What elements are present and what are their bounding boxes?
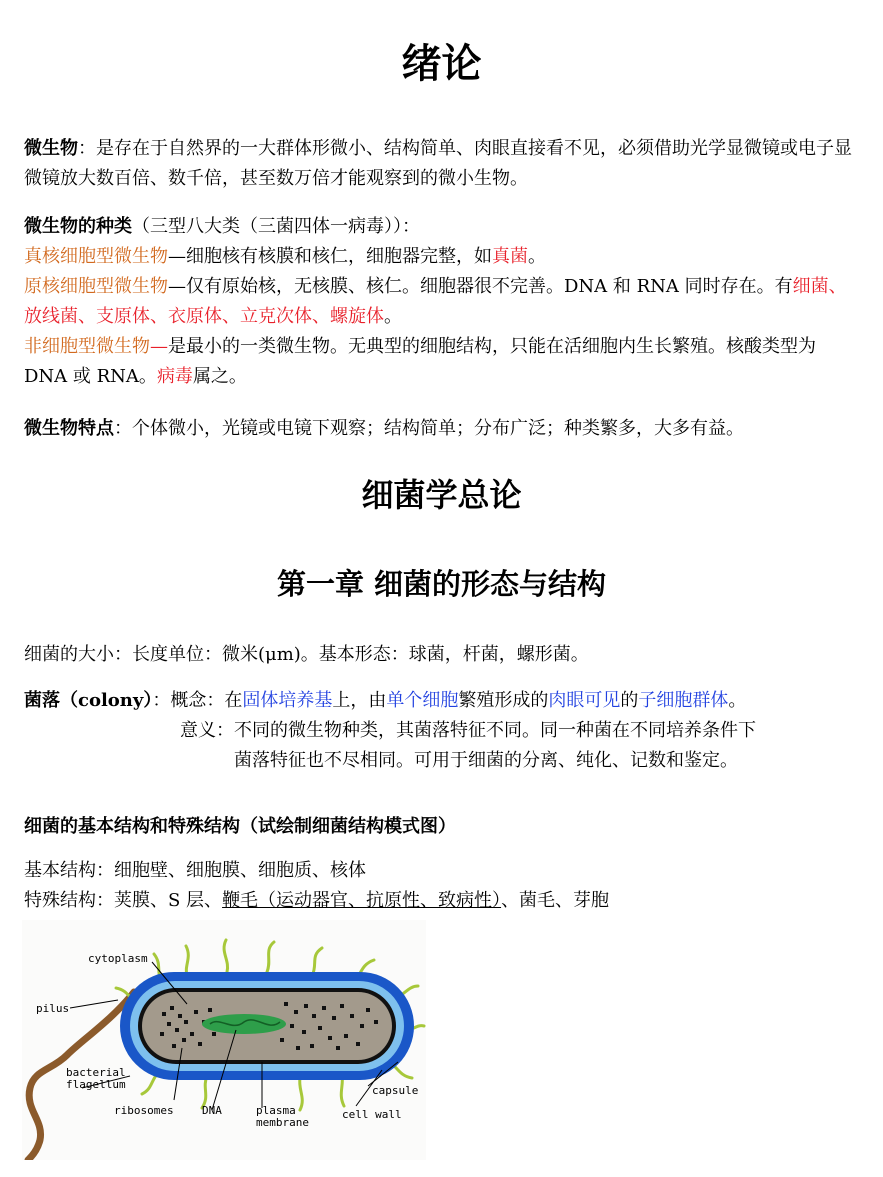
basic-structure: 基本结构：细胞壁、细胞膜、细胞质、核体 — [24, 860, 366, 881]
eukaryotic-example: 真菌 — [492, 246, 528, 267]
prokaryotic-text: —仅有原始核，无核膜、核仁。细胞器很不完善。DNA 和 RNA 同时存在。有 — [168, 276, 793, 297]
term-microbe: 微生物 — [24, 138, 78, 159]
noncellular-dash: — — [150, 336, 168, 357]
term-colony: 菌落（colony） — [24, 690, 153, 711]
label-dna: DNA — [202, 1104, 222, 1117]
dna-region — [202, 1014, 286, 1034]
special-structure — [24, 886, 860, 916]
bacteria-size: 细菌的大小：长度单位：微米(μm)。基本形态：球菌，杆菌，螺形菌。 — [24, 644, 589, 665]
label-cytoplasm: cytoplasm — [88, 952, 148, 965]
special-prefix: 特殊结构：荚膜、S 层、 — [24, 890, 223, 911]
label-plasma-2: membrane — [256, 1116, 309, 1129]
noncellular-end: 属之。 — [192, 366, 247, 387]
microbe-definition — [24, 134, 860, 194]
bacterial-structure-diagram — [22, 920, 426, 1160]
concept-text-2: 繁殖形成的 — [458, 690, 549, 711]
concept-label: 概念：在 — [170, 690, 243, 711]
concept-text-1: 上，由 — [332, 690, 387, 711]
colony-concept — [24, 686, 860, 716]
prokaryotic-end: 。 — [384, 306, 402, 327]
special-suffix: 、菌毛、芽胞 — [501, 890, 610, 911]
label-capsule: capsule — [372, 1084, 419, 1097]
colony-colon: ： — [152, 690, 171, 711]
label-pilus: pilus — [36, 1002, 70, 1015]
label-flagellum-1: bacterial — [66, 1066, 126, 1079]
term-types: 微生物的种类 — [24, 216, 132, 237]
concept-end: 。 — [728, 690, 747, 711]
highlight-cell-population: 子细胞群体 — [638, 690, 729, 711]
features-text: ：个体微小，光镜或电镜下观察；结构简单；分布广泛；种类繁多，大多有益。 — [114, 418, 744, 439]
colony-meaning-1: 意义：不同的微生物种类，其菌落特征不同。同一种菌在不同培养条件下 — [180, 720, 756, 741]
highlight-visible: 肉眼可见 — [548, 690, 621, 711]
page-title: 绪论 — [401, 41, 482, 87]
definition-text: ：是存在于自然界的一大群体形微小、结构简单、肉眼直接看不见，必须借助光学显微镜或电子显微镜放大数百倍、数千倍，甚至数万倍才能观察到的微小生物。 — [24, 138, 852, 189]
prokaryotic-examples: 细菌、放线菌、支原体、衣原体、立克次体、螺旋体 — [24, 276, 847, 327]
noncellular-text: 是最小的一类微生物。无典型的细胞结构，只能在活细胞内生长繁殖。核酸类型为 DNA 或 RNA。 — [24, 336, 816, 387]
chapter-title: 第一章 细菌的形态与结构 — [276, 567, 607, 601]
eukaryotic-end: 。 — [528, 246, 546, 267]
concept-text-3: 的 — [620, 690, 639, 711]
types-note: （三型八大类（三菌四体一病毒））： — [132, 216, 420, 237]
microbe-types — [24, 212, 860, 392]
term-noncellular: 非细胞型微生物 — [24, 336, 150, 357]
label-ribosomes: ribosomes — [114, 1104, 174, 1117]
noncellular-example: 病毒 — [156, 366, 193, 387]
term-eukaryotic: 真核细胞型微生物 — [24, 246, 168, 267]
label-cell-wall: cell wall — [342, 1108, 402, 1121]
section-title: 细菌学总论 — [361, 476, 522, 514]
special-flagella: 鞭毛（运动器官、抗原性、致病性） — [222, 890, 502, 911]
label-flagellum-2: flagellum — [66, 1078, 126, 1091]
term-prokaryotic: 原核细胞型微生物 — [24, 276, 168, 297]
microbe-features — [24, 414, 860, 444]
term-features: 微生物特点 — [24, 418, 114, 439]
highlight-single-cell: 单个细胞 — [386, 690, 459, 711]
structure-heading: 细菌的基本结构和特殊结构（试绘制细菌结构模式图） — [24, 816, 456, 837]
colony-meaning-2: 菌落特征也不尽相同。可用于细菌的分离、纯化、记数和鉴定。 — [234, 750, 738, 771]
eukaryotic-text: —细胞核有核膜和核仁，细胞器完整，如 — [168, 246, 492, 267]
label-plasma-1: plasma — [256, 1104, 296, 1117]
highlight-solid-medium: 固体培养基 — [242, 690, 333, 711]
